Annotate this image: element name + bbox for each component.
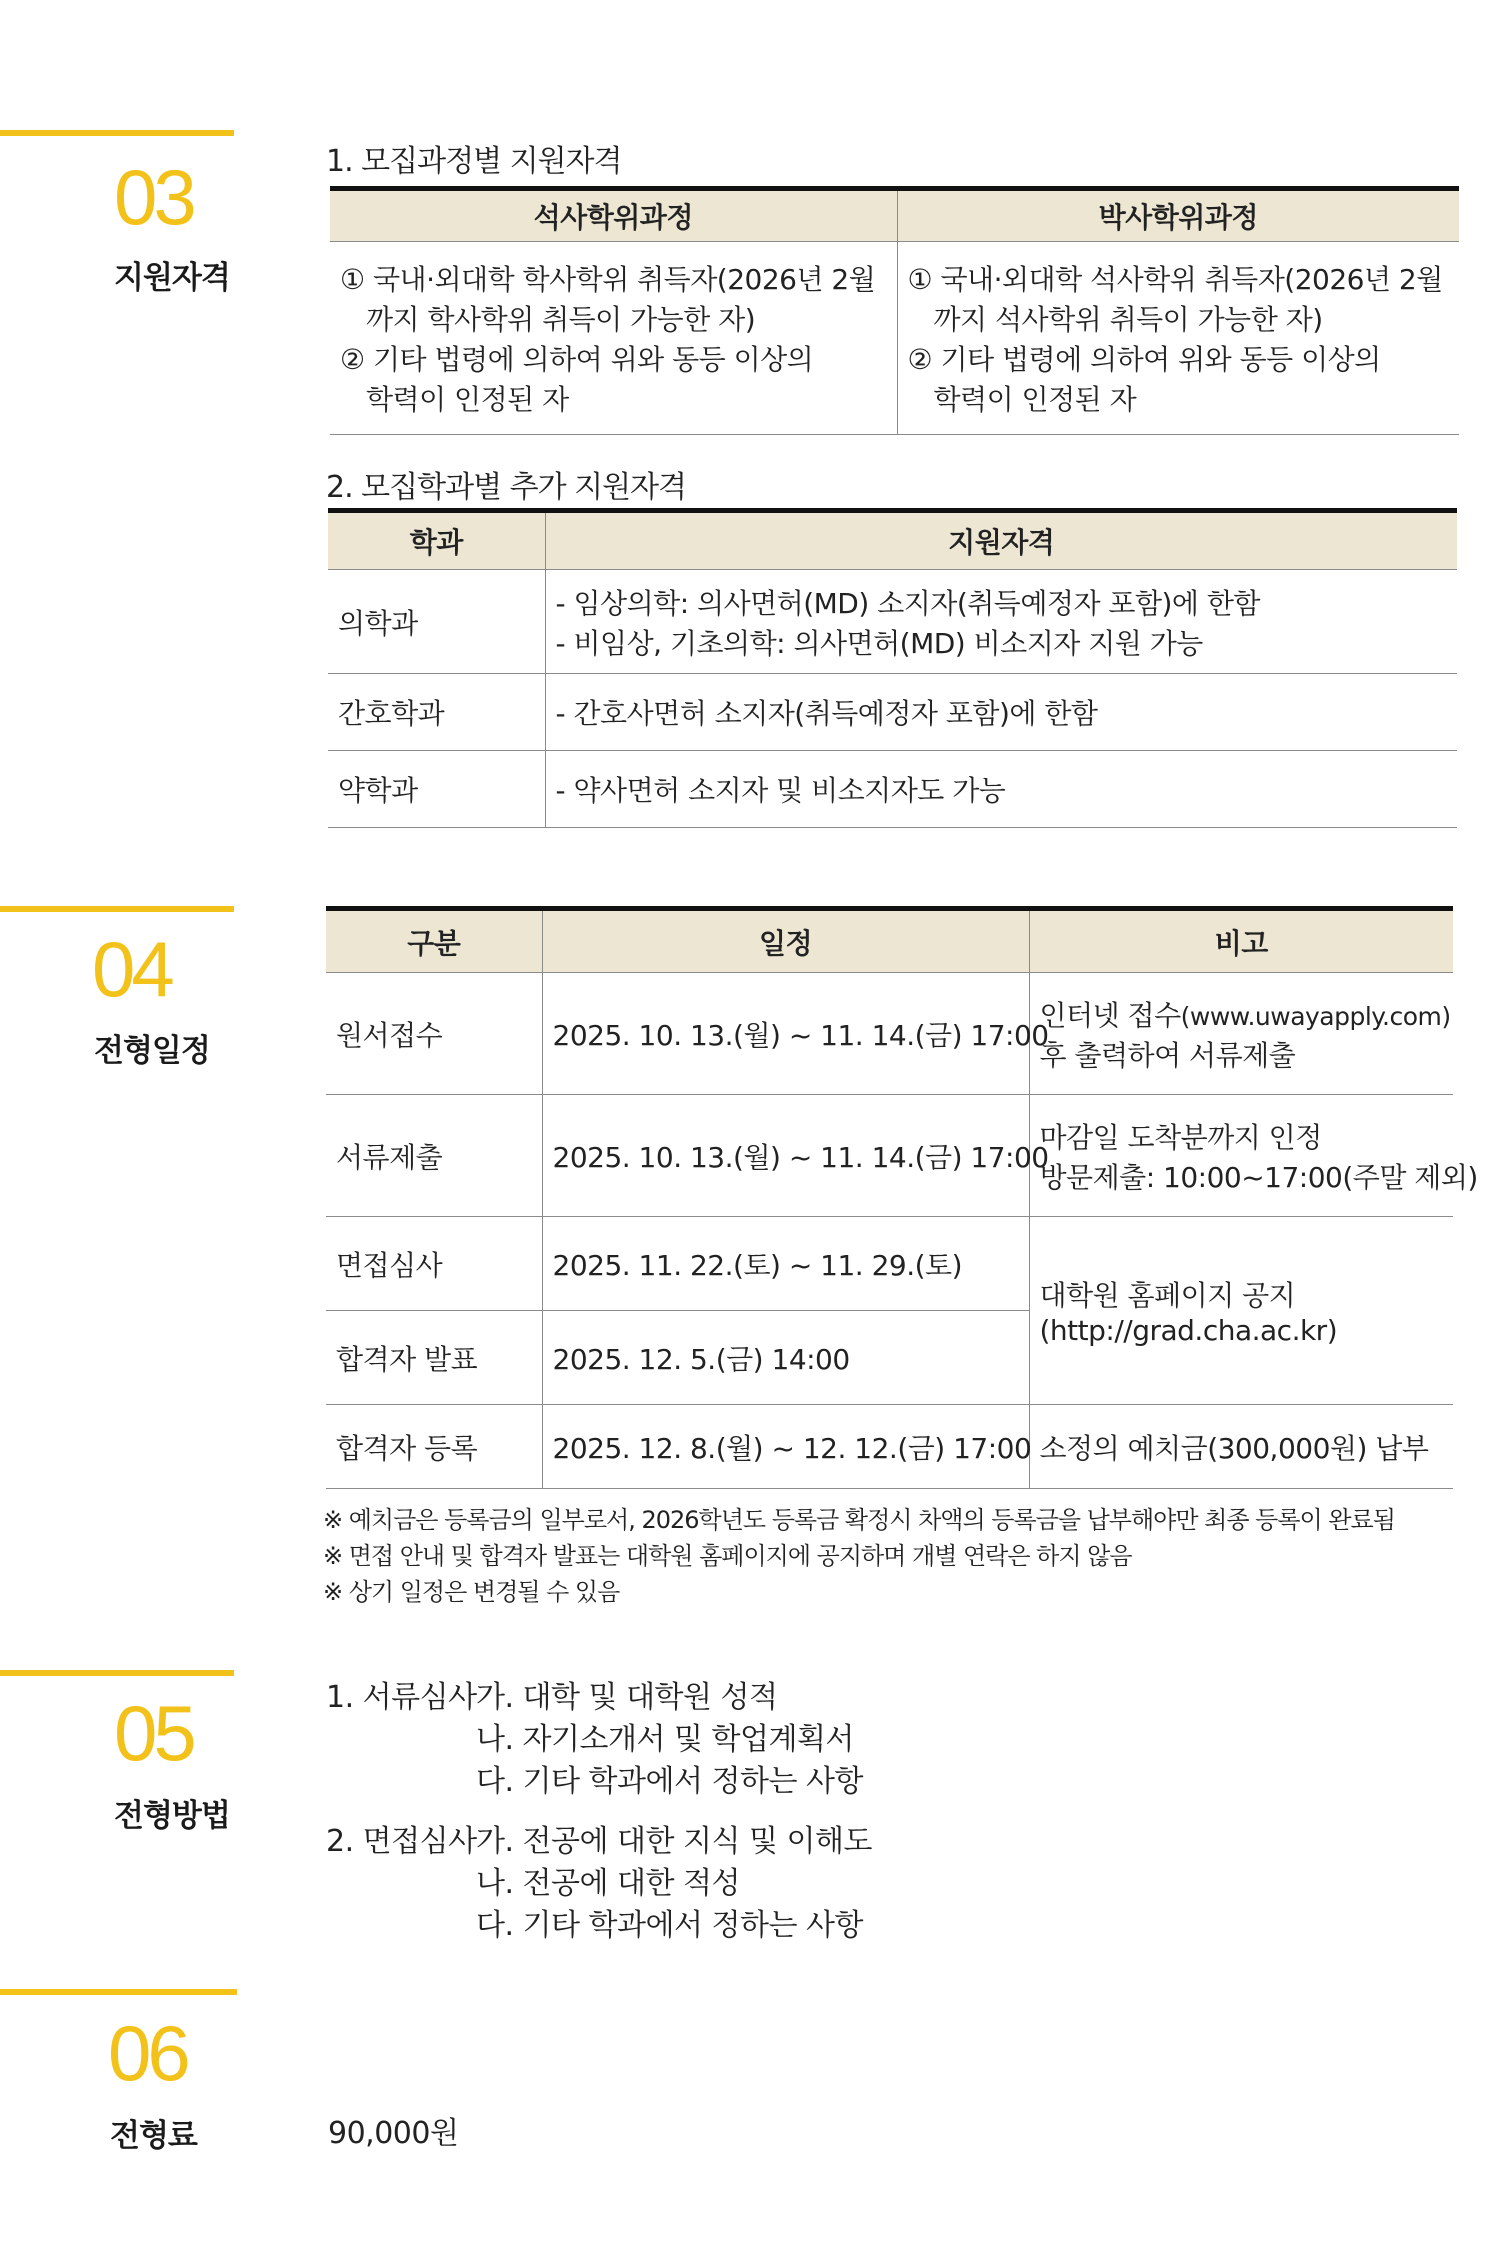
table-row bbox=[326, 973, 1453, 1095]
section-03-number: 03 bbox=[114, 153, 193, 241]
application-fee: 90,000원 bbox=[328, 2116, 459, 2151]
schedule-label: 면접심사 bbox=[326, 1217, 542, 1311]
section-06-number: 06 bbox=[108, 2009, 187, 2097]
qualification-by-program-table bbox=[330, 186, 1459, 435]
schedule-date: 2025. 11. 22.(토) ~ 11. 29.(토) bbox=[542, 1217, 1029, 1311]
section-05-title: 전형방법 bbox=[114, 1798, 230, 1834]
interview-item: 가. 전공에 대한 지식 및 이해도 bbox=[476, 1824, 872, 1859]
schedule-label: 합격자 발표 bbox=[326, 1311, 542, 1405]
schedule-label: 원서접수 bbox=[326, 973, 542, 1095]
table-row bbox=[328, 674, 1457, 751]
schedule-note: ※ 상기 일정은 변경될 수 있음 bbox=[323, 1578, 620, 1606]
grad-homepage-url[interactable]: (http://grad.cha.ac.kr) bbox=[1039, 1314, 1338, 1347]
schedule-table bbox=[326, 906, 1478, 1489]
qualification-by-department-table bbox=[328, 508, 1457, 828]
table-row bbox=[328, 570, 1457, 674]
header-master: 석사학위과정 bbox=[330, 189, 897, 242]
schedule-date: 2025. 12. 5.(금) 14:00 bbox=[542, 1311, 1029, 1405]
document-review-item: 나. 자기소개서 및 학업계획서 bbox=[476, 1722, 854, 1757]
table-row bbox=[326, 1095, 1453, 1217]
schedule-remarks: 소정의 예치금(300,000원) 납부 bbox=[1029, 1405, 1453, 1489]
schedule-label: 합격자 등록 bbox=[326, 1405, 542, 1489]
section-03-title: 지원자격 bbox=[114, 260, 230, 296]
department-name: 의학과 bbox=[328, 570, 545, 674]
section-03-accent-line bbox=[0, 130, 234, 136]
subsection-title-1: 1. 모집과정별 지원자격 bbox=[326, 144, 622, 179]
section-04-number: 04 bbox=[92, 925, 171, 1013]
schedule-date: 2025. 12. 8.(월) ~ 12. 12.(금) 17:00 bbox=[542, 1405, 1029, 1489]
schedule-date: 2025. 10. 13.(월) ~ 11. 14.(금) 17:00 bbox=[542, 973, 1029, 1095]
department-name: 간호학과 bbox=[328, 674, 545, 751]
schedule-remarks: 마감일 도착분까지 인정 방문제출: 10:00~17:00(주말 제외) bbox=[1029, 1095, 1453, 1217]
department-qualification: - 간호사면허 소지자(취득예정자 포함)에 한함 bbox=[545, 674, 1457, 751]
interview-item: 다. 기타 학과에서 정하는 사항 bbox=[476, 1908, 863, 1943]
department-qualification: - 임상의학: 의사면허(MD) 소지자(취득예정자 포함)에 한함 - 비임상, 기초의학: 의사면허(MD) 비소지자 지원 가능 bbox=[545, 570, 1457, 674]
department-name: 약학과 bbox=[328, 751, 545, 828]
schedule-remarks: 인터넷 접수(www.uwayapply.com) 후 출력하여 서류제출 bbox=[1029, 973, 1453, 1095]
section-06-accent-line bbox=[0, 1989, 237, 1995]
header-category: 구분 bbox=[326, 909, 542, 973]
document-review-item: 다. 기타 학과에서 정하는 사항 bbox=[476, 1764, 863, 1799]
schedule-note: ※ 예치금은 등록금의 일부로서, 2026학년도 등록금 확정시 차액의 등록금을 납부해야만 최종 등록이 완료됨 bbox=[323, 1506, 1395, 1534]
document-review-item: 가. 대학 및 대학원 성적 bbox=[476, 1680, 778, 1715]
apply-site-url[interactable]: (www.uwayapply.com) bbox=[1180, 1001, 1451, 1031]
table-row bbox=[326, 1405, 1453, 1489]
doctor-qualification: ① 국내·외대학 석사학위 취득자(2026년 2월 까지 석사학위 취득이 가능한 자) ② 기타 법령에 의하여 위와 동등 이상의 학력이 인정된 자 bbox=[897, 242, 1459, 435]
header-department: 학과 bbox=[328, 511, 545, 570]
document-review-label: 1. 서류심사 bbox=[326, 1680, 477, 1715]
subsection-title-2: 2. 모집학과별 추가 지원자격 bbox=[326, 470, 687, 505]
header-doctor: 박사학위과정 bbox=[897, 189, 1459, 242]
schedule-label: 서류제출 bbox=[326, 1095, 542, 1217]
schedule-note: ※ 면접 안내 및 합격자 발표는 대학원 홈페이지에 공지하며 개별 연락은 하지 않음 bbox=[323, 1542, 1132, 1570]
section-05-accent-line bbox=[0, 1670, 234, 1676]
header-qualification: 지원자격 bbox=[545, 511, 1457, 570]
section-05-number: 05 bbox=[114, 1689, 193, 1777]
interview-label: 2. 면접심사 bbox=[326, 1824, 477, 1859]
interview-item: 나. 전공에 대한 적성 bbox=[476, 1866, 740, 1901]
table-row bbox=[326, 1217, 1453, 1311]
section-04-title: 전형일정 bbox=[94, 1033, 210, 1069]
table-row bbox=[328, 751, 1457, 828]
section-06-title: 전형료 bbox=[110, 2118, 197, 2154]
department-qualification: - 약사면허 소지자 및 비소지자도 가능 bbox=[545, 751, 1457, 828]
schedule-remarks: 대학원 홈페이지 공지 (http://grad.cha.ac.kr) bbox=[1029, 1217, 1453, 1405]
master-qualification: ① 국내·외대학 학사학위 취득자(2026년 2월 까지 학사학위 취득이 가능한 자) ② 기타 법령에 의하여 위와 동등 이상의 학력이 인정된 자 bbox=[330, 242, 897, 435]
header-schedule: 일정 bbox=[542, 909, 1029, 973]
schedule-date: 2025. 10. 13.(월) ~ 11. 14.(금) 17:00 bbox=[542, 1095, 1029, 1217]
section-04-accent-line bbox=[0, 906, 234, 912]
header-remarks: 비고 bbox=[1029, 909, 1453, 973]
